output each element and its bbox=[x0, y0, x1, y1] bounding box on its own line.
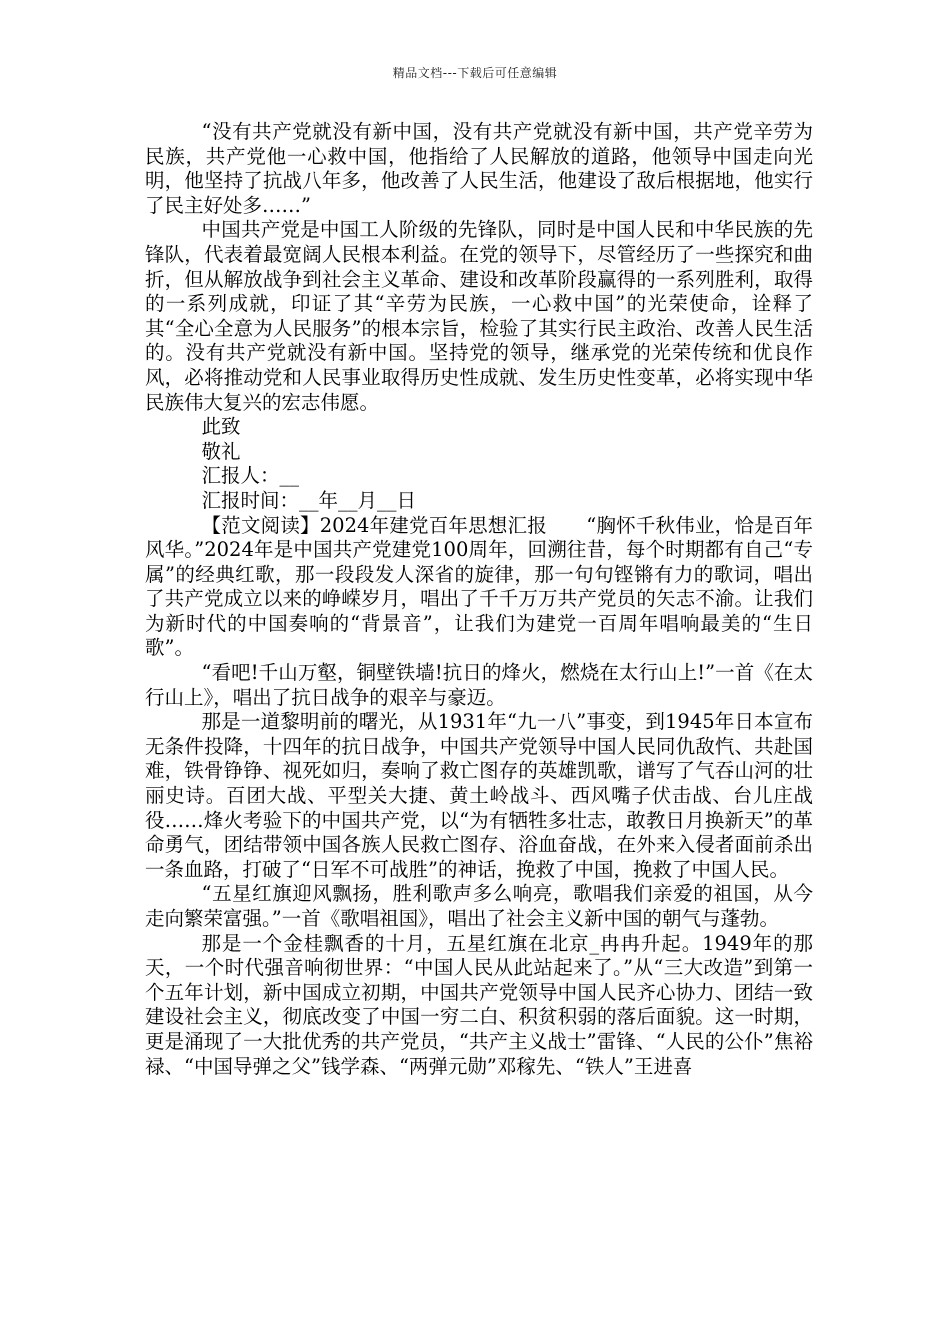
paragraph-new-china: 那是一个金桂飘香的十月，五星红旗在北京_冉冉升起。1949年的那天，一个时代强音响彻世界：“中国人民从此站起来了。”从“三大改造”到第一个五年计划，新中国成立初期，中国共产党领导中国人民齐心协力、团结一致建设社会主义，彻底改变了中国一穷二白、积贫积弱的落后面貌。这一时期，更是涌现了一大批优秀的共产党员，“共产主义战士”雷锋、“人民的公仆”焦裕禄、“中国导弹之父”钱学森、“两弹元勋”邓稼先、“铁人”王进喜 bbox=[145, 931, 813, 1078]
document-body bbox=[145, 120, 813, 1079]
paragraph-party-vanguard: 中国共产党是中国工人阶级的先锋队，同时是中国人民和中华民族的先锋队，代表着最宽阔人民根本利益。在党的领导下，尽管经历了一些探究和曲折，但从解放战争到社会主义革命、建设和改革阶段赢得的一系列胜利，取得的一系列成就，印证了其“辛劳为民族，一心救中国”的光荣使命，诠释了其“全心全意为人民服务”的根本宗旨，检验了其实行民主政治、改善人民生活的。没有共产党就没有新中国。坚持党的领导，继承党的光荣传统和优良作风，必将推动党和人民事业取得历史性成就、发生历史性变革，必将实现中华民族伟大复兴的宏志伟愿。 bbox=[145, 218, 813, 414]
paragraph-sample-reading: 【范文阅读】2024年建党百年思想汇报 “胸怀千秋伟业，恰是百年风华。”2024年是中国共产党建党100周年，回溯往昔，每个时期都有自己“专属”的经典红歌，那一段段发人深省的旋律，那一句句铿锵有力的歌词，唱出了共产党成立以来的峥嵘岁月，唱出了千千万万共产党员的矢志不渝。让我们为新时代的中国奏响的“背景音”，让我们为建党一百周年唱响最美的“生日歌”。 bbox=[145, 513, 813, 660]
paragraph-motherland-song: “五星红旗迎风飘扬，胜利歌声多么响亮，歌唱我们亲爱的祖国，从今走向繁荣富强。”一首《歌唱祖国》，唱出了社会主义新中国的朝气与蓬勃。 bbox=[145, 882, 813, 930]
paragraph-taihang-song: “看吧!千山万壑，铜壁铁墙!抗日的烽火，燃烧在太行山上!”一首《在太行山上》，唱出了抗日战争的艰辛与豪迈。 bbox=[145, 661, 813, 709]
paragraph-anti-japanese-war: 那是一道黎明前的曙光，从1931年“九一八”事变，到1945年日本宣布无条件投降，十四年的抗日战争，中国共产党领导中国人民同仇敌忾、共赴国难，铁骨铮铮、视死如归，奏响了救亡图存的英雄凯歌，谱写了气吞山河的壮丽史诗。百团大战、平型关大捷、黄土岭战斗、西风嘴子伏击战、台儿庄战役……烽火考验下的中国共产党，以“为有牺牲多壮志，敢教日月换新天”的革命勇气，团结带领中国各族人民救亡图存、浴血奋战，在外来入侵者面前杀出一条血路，打破了“日军不可战胜”的神话，挽救了中国，挽救了中国人民。 bbox=[145, 710, 813, 881]
report-date-line: 汇报时间：__年__月__日 bbox=[201, 488, 417, 512]
closing-regards: 敬礼 bbox=[201, 439, 241, 463]
closing-salutation: 此致 bbox=[201, 415, 241, 439]
paragraph-quote-song: “没有共产党就没有新中国，没有共产党就没有新中国，共产党辛劳为民族，共产党他一心救中国，他指给了人民解放的道路，他领导中国走向光明，他坚持了抗战八年多，他改善了人民生活，他建设了敌后根据地，他实行了民主好处多……” bbox=[145, 120, 813, 217]
reporter-line: 汇报人：__ bbox=[201, 464, 300, 488]
page-header: 精品文档---下载后可任意编辑 bbox=[392, 66, 558, 80]
